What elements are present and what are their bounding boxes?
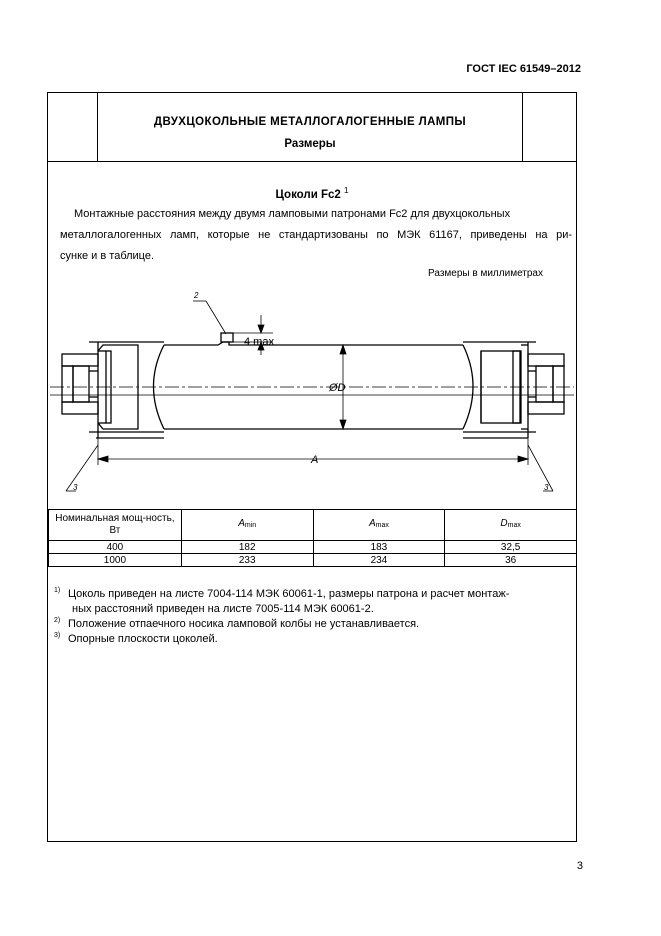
standard-code: ГОСТ IEC 61549–2012 [466, 63, 581, 75]
exhaust-tip [221, 333, 233, 342]
dimensions-table [48, 509, 577, 567]
sheet-subtitle: Размеры [284, 138, 336, 150]
cell-a-min: 233 [181, 554, 313, 567]
paragraph-line: Монтажные расстояния между двумя ламповыми патронами Fc2 для двухцокольных [74, 208, 511, 220]
callout-3-left-label: 3 [73, 483, 78, 492]
footnote-text: Положение отпаечного носика ламповой колбы не устанавливается. [68, 618, 420, 630]
table-row [49, 541, 577, 554]
footnote-text-cont: ных расстояний приведен на листе 7005-114 МЭК 60061-2. [72, 603, 374, 615]
table-header-row [49, 510, 577, 541]
header-a-min [181, 510, 313, 541]
footnote-text: Опорные плоскости цоколей. [68, 633, 218, 645]
footnote-3 [54, 632, 574, 647]
footnotes [54, 587, 574, 647]
header-d-max [445, 510, 577, 541]
cell-power: 1000 [49, 554, 182, 567]
cell-a-min: 182 [181, 541, 313, 554]
cell-d-max: 32,5 [445, 541, 577, 554]
header-a-max [313, 510, 445, 541]
footnote-1 [54, 587, 574, 617]
callout-2-label: 2 [194, 291, 199, 300]
page-number: 3 [576, 860, 583, 872]
cell-a-max: 183 [313, 541, 445, 554]
units-label: Размеры в миллиметрах [428, 268, 543, 279]
paragraph-line: металлогалогенных ламп, которые не стандартизованы по МЭК 61167, приведены на ри- [60, 229, 572, 241]
header-d-max-sub: max [507, 522, 521, 529]
footnote-marker: 1) [54, 587, 61, 594]
cell-a-max: 234 [313, 554, 445, 567]
footnote-2 [54, 617, 574, 632]
section-title-note: 1 [344, 186, 349, 195]
lamp-tube [164, 333, 463, 429]
footnote-marker: 3) [54, 632, 61, 639]
tip-dimension [233, 315, 273, 355]
callout-3-right-label: 3 [544, 483, 549, 492]
diameter-label: ØD [329, 382, 346, 394]
header-a-max-letter: A [368, 518, 376, 529]
tip-dimension-label: 4 max [244, 336, 274, 348]
cell-power: 400 [49, 541, 182, 554]
right-base [463, 342, 564, 438]
left-base [62, 342, 164, 438]
callout-2-leader [193, 301, 226, 334]
lamp-base-drawing [48, 93, 576, 503]
callout-3-leaders [66, 445, 553, 491]
cell-d-max: 36 [445, 554, 577, 567]
standard-sheet-frame [47, 92, 577, 842]
section-title-text: Цоколи Fc2 [275, 188, 341, 201]
header-a-min-sub: min [244, 522, 257, 529]
paragraph-line: сунке и в таблице. [60, 250, 155, 262]
table-row [49, 554, 577, 567]
footnote-marker: 2) [54, 617, 61, 624]
length-label: A [311, 454, 319, 466]
footnote-text: Цоколь приведен на листе 7004-114 МЭК 60061-1, размеры патрона и расчет монтаж- [68, 588, 510, 600]
header-a-max-sub: max [375, 522, 389, 529]
header-d-max-letter: D [500, 518, 508, 529]
sheet-title: ДВУХЦОКОЛЬНЫЕ МЕТАЛЛОГАЛОГЕННЫЕ ЛАМПЫ [153, 116, 467, 128]
header-power: Номинальная мощ-ность, Вт [49, 510, 182, 541]
header-a-min-letter: A [238, 518, 245, 529]
